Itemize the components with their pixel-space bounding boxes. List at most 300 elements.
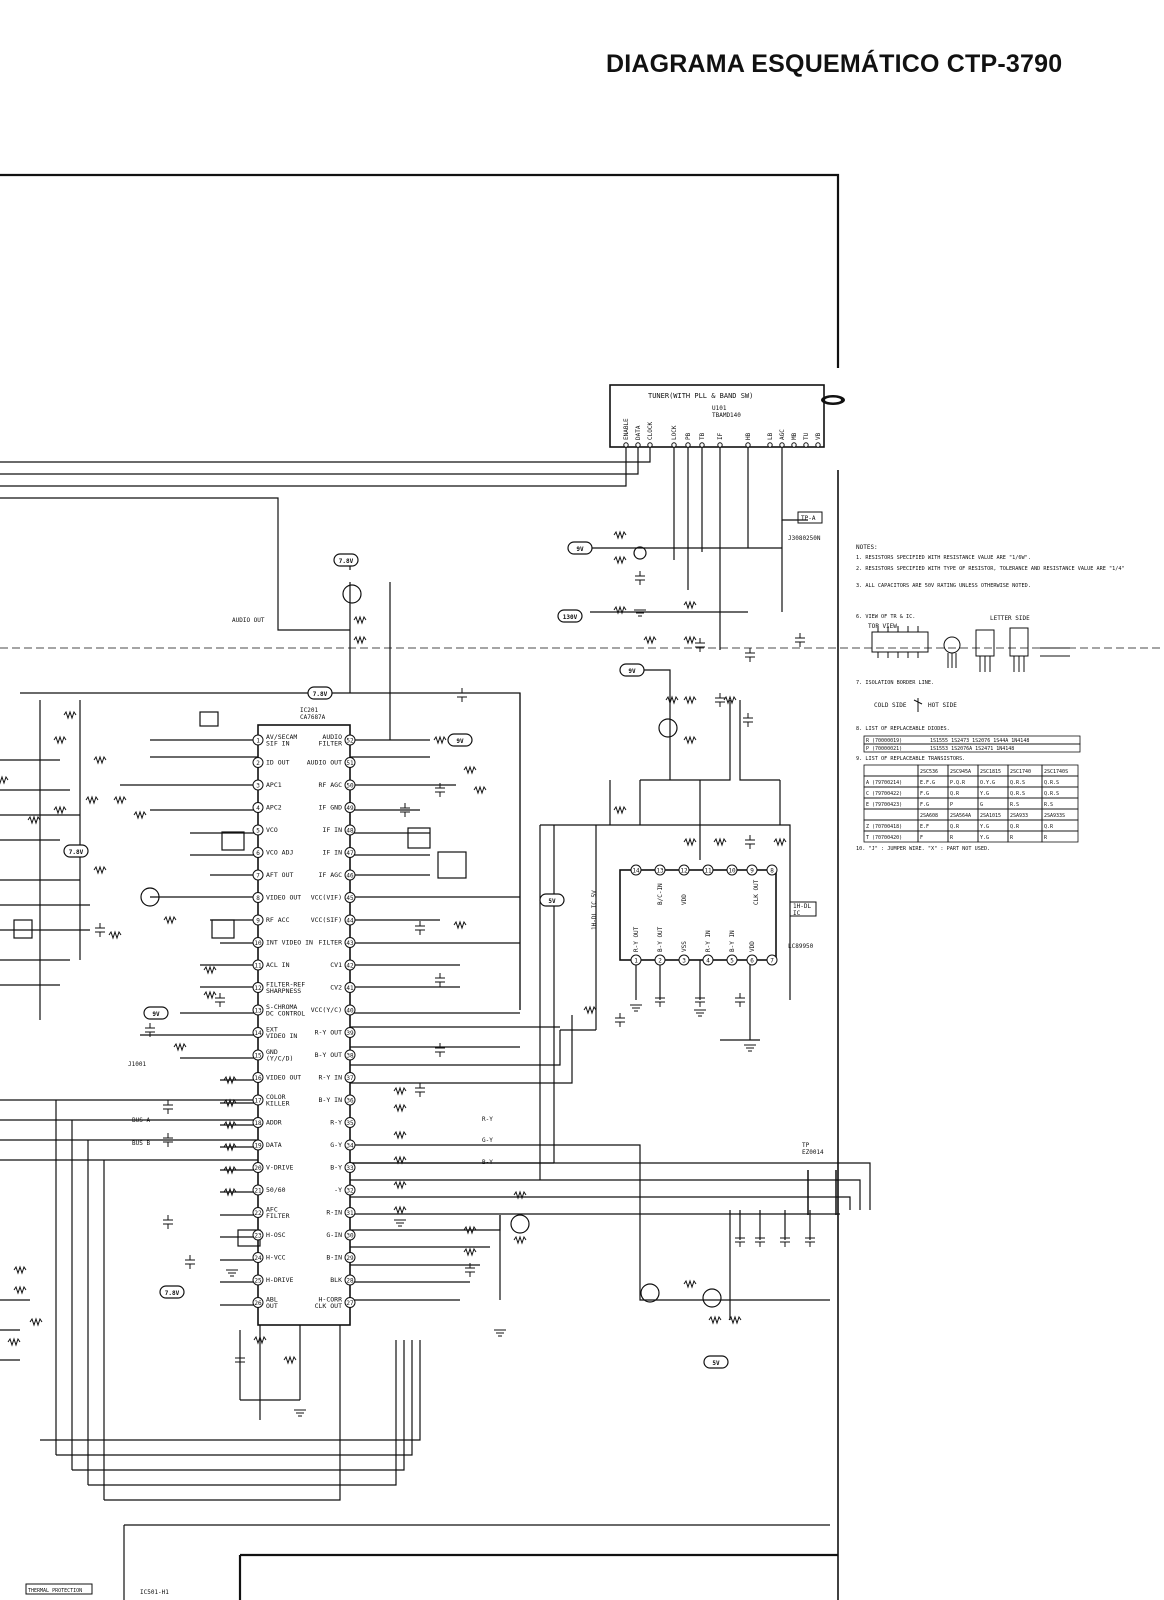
ic201-right-pin-label: FILTER [318, 739, 342, 748]
ic201-left-pin-label: AFC [266, 1205, 278, 1214]
ic201-right-pin-label: VCC(VIF) [310, 893, 342, 902]
transistor-table-cell: Q.R.S [1044, 780, 1060, 786]
notes-letter-side: LETTER SIDE [990, 615, 1030, 622]
ic201-left-pin-label: H-VCC [266, 1253, 286, 1262]
capacitor [745, 648, 755, 662]
label-ic501: IC501-H1 [140, 1589, 169, 1596]
ic201-pin-number: 36 [346, 1097, 354, 1105]
resistor [614, 532, 626, 538]
transistor-table-cell: C (79700422) [866, 791, 903, 797]
transistor-table-cell: R [950, 835, 954, 841]
ic201-pin-number: 16 [254, 1075, 262, 1082]
ic201-left-pin-label: KILLER [266, 1099, 290, 1108]
ic201-left-pin-label: VIDEO OUT [266, 1073, 302, 1082]
ic201-pin-number: 8 [256, 895, 260, 902]
notes-top-view: TOP VIEW [868, 623, 897, 630]
ic201-right-pin-label: -Y [334, 1186, 342, 1194]
ic201-left-pin-label: DC CONTROL [266, 1009, 306, 1018]
resistor [14, 1267, 26, 1273]
ic201-pin-number: 32 [346, 1187, 354, 1195]
transistor-table-cell: E (79700423) [866, 802, 903, 808]
ic201-right-pin-label: IF IN [322, 826, 342, 834]
ic201-right-pin-label: FILTER [318, 938, 342, 947]
ic201-right-pin-label: IF AGC [318, 871, 342, 879]
ic201-right-pin-label: B-Y [330, 1163, 342, 1172]
ic201-left-pin-label: AV/SECAM [266, 732, 298, 741]
transistor-table-cell: Z (70700418) [866, 824, 903, 830]
ic201-pin-number: 39 [346, 1030, 354, 1037]
resistor [204, 967, 216, 973]
ic201-pin-number: 47 [346, 850, 354, 857]
resistor [8, 1339, 20, 1345]
voltage-label: 5V [712, 1360, 720, 1367]
ic-dl-pin-number: 9 [750, 867, 754, 875]
ic201-pin-number: 27 [346, 1300, 354, 1307]
ic-dl-top-pin-label: B/C-IN [657, 883, 664, 905]
tuner-pin [624, 443, 628, 447]
tuner-pin-label: ENABLE [623, 418, 630, 440]
ic201-pin-number: 44 [346, 917, 354, 925]
ic-dl-pin-number: 12 [680, 867, 688, 875]
resistor [394, 1157, 406, 1163]
ic-dl-pin-number: 7 [770, 957, 774, 965]
ic201-right-pin-label: IF IN [322, 848, 342, 857]
resistor [394, 1182, 406, 1188]
ic-dl-top-pin-label: CLK OUT [753, 879, 760, 905]
resistor [684, 602, 696, 608]
ic-dl-pin-number: 6 [750, 957, 754, 965]
resistor [684, 839, 696, 845]
ic201-left-pin-label: ADDR [266, 1118, 282, 1127]
note-item: 3. ALL CAPACITORS ARE 50V RATING UNLESS OTHERWISE NOTED. [856, 583, 1031, 589]
ic201-pin-number: 9 [256, 917, 260, 925]
capacitor [415, 921, 425, 935]
ic201-pin-number: 21 [254, 1187, 262, 1195]
transistor-table-cell: F.G [920, 791, 930, 797]
transistor-q251 [641, 1284, 659, 1302]
ic-dl-top-pin-label: VDD [681, 894, 688, 905]
resistor [474, 787, 486, 793]
ic201-pin-number: 35 [346, 1120, 354, 1127]
resistor [666, 697, 678, 703]
transistor-table-cell: Q.R [950, 791, 960, 797]
label-bus-a: BUS A [132, 1117, 151, 1124]
resistor [464, 767, 476, 773]
resistor [729, 1317, 741, 1323]
transistor-table-cell: Q.R [1010, 824, 1020, 830]
ic201-left-pin-label: ACL IN [266, 961, 290, 969]
ic201-right-pin-label: IF GND [318, 803, 342, 812]
ic-dl-pin-number: 14 [632, 867, 640, 875]
tuner-pin-label: VB [815, 432, 822, 440]
transistor-table-cell: 2SC536 [920, 769, 939, 775]
transistor-table-cell: P [950, 802, 954, 808]
ic201-right-pin-label: VCC(SIF) [310, 916, 342, 924]
label-j1001: J1001 [128, 1061, 147, 1068]
ic201-right-pin-label: B-IN [326, 1253, 342, 1262]
voltage-label: 5V [548, 898, 556, 905]
ic201-left-pin-label: ABL [266, 1295, 278, 1304]
transistor-table-cell: Q.R.S [1010, 780, 1026, 786]
resistor [164, 917, 176, 923]
ic201-left-pin-label: EXT [266, 1025, 278, 1034]
ic201-pin-number: 22 [254, 1210, 262, 1217]
tuner-pin [792, 443, 796, 447]
tuner-pin-label: TB [699, 432, 706, 440]
label-j3080250n: J3080250N [788, 535, 821, 542]
ground-symbol [694, 1010, 706, 1016]
voltage-badge [144, 1007, 168, 1019]
ic-dl-pin-number: 10 [728, 867, 736, 875]
tuner-pin-label: AGC [779, 429, 786, 440]
transistor-table-cell: 2SA564A [950, 813, 972, 819]
transistor-q101 [634, 547, 646, 559]
capacitor [95, 923, 105, 937]
ic201-pin-number: 52 [346, 737, 354, 745]
ic201-right-pin-label: G-Y [330, 1141, 342, 1149]
voltage-badge [620, 664, 644, 676]
transistor-table-cell: E.F.G [920, 780, 936, 786]
resistor [134, 812, 146, 818]
ic201-right-pin-label: B-Y OUT [314, 1051, 342, 1059]
resistor [54, 807, 66, 813]
ic201-pin-number: 40 [346, 1007, 354, 1015]
label-bus-b: BUS B [132, 1140, 151, 1147]
ic201-right-pin-label: CV2 [330, 983, 342, 992]
voltage-label: 9V [152, 1011, 160, 1018]
resistor [394, 1088, 406, 1094]
ic-dl-bottom-pin-label: VSS [681, 941, 688, 952]
resistor [394, 1207, 406, 1213]
resistor [684, 697, 696, 703]
ic201-left-pin-label: FILTER-REF [266, 980, 306, 989]
resistor [514, 1237, 526, 1243]
transistor-table-cell: 2SA933S [1044, 813, 1066, 819]
ic201-pin-number: 20 [254, 1165, 262, 1172]
tuner-pin-label: LOCK [671, 425, 678, 440]
label-tpa: TP-A [801, 515, 816, 522]
ic201-left-pin-label: DATA [266, 1141, 282, 1149]
voltage-badge [568, 542, 592, 554]
ic201-left-pin-label: H-OSC [266, 1231, 286, 1239]
ic201-pin-number: 11 [254, 962, 262, 970]
voltage-label: 7.8V [338, 558, 354, 565]
ic-dl-pin-number: 2 [658, 957, 662, 965]
ic201-right-pin-label: R-Y [330, 1118, 342, 1127]
resistor [584, 1007, 596, 1013]
transistor-q131 [343, 585, 361, 603]
ic201-left-pin-label: GND [266, 1047, 278, 1056]
transistor-table-cell: O.Y.G [980, 780, 996, 786]
voltage-label: 9V [576, 546, 584, 553]
ic201-pin-number: 14 [254, 1030, 262, 1037]
transistor-table-cell: E.F [920, 824, 930, 830]
resistor [684, 737, 696, 743]
transistor-table-cell: Q.R [1044, 824, 1054, 830]
ic201-right-pin-label: RF AGC [318, 781, 342, 789]
capacitor [163, 1215, 173, 1229]
tuner-pin [686, 443, 690, 447]
ic201 [253, 707, 355, 1310]
transistor-table-cell: R.S [1044, 802, 1054, 808]
ic201-left-pin-label: V-DRIVE [266, 1163, 294, 1172]
voltage-badge [558, 610, 582, 622]
transistor-table-cell: 2SC1740S [1044, 769, 1069, 775]
tuner-pin [648, 443, 652, 447]
ic201-pin-number: 29 [346, 1255, 354, 1262]
note-item: 2. RESISTORS SPECIFIED WITH TYPE OF RESISTOR, TOLERANCE AND RESISTANCE VALUE ARE "1/4" [856, 566, 1125, 572]
ic201-pin-number: 25 [254, 1277, 262, 1285]
voltage-label: 9V [456, 738, 464, 745]
transistor-table-cell: R [1044, 835, 1048, 841]
voltage-badge [334, 554, 358, 566]
ic201-pin-number: 19 [254, 1142, 262, 1150]
ic201-pin-number: 50 [346, 782, 354, 790]
resistor [284, 1357, 296, 1363]
ic201-pin-number: 17 [254, 1097, 262, 1105]
tuner-pin-label: HB [745, 432, 752, 440]
ic201-pin-number: 10 [254, 940, 262, 947]
transistor-table-cell: 2SC945A [950, 769, 972, 775]
tuner-pin [700, 443, 704, 447]
label-b-y: B-Y [482, 1159, 493, 1166]
label-thermal: THERMAL PROTECTION [28, 1588, 83, 1594]
resistor [94, 757, 106, 763]
transistor-table-cell: A (79700214) [866, 780, 903, 786]
ic201-left-pin-label: ID OUT [266, 758, 290, 767]
ic201-left-pin-label: SHARPNESS [266, 986, 302, 995]
notes-heading: NOTES: [856, 544, 878, 551]
resistor [86, 797, 98, 803]
ic201-left-pin-label: S-CHROMA [266, 1002, 298, 1011]
ic201-left-pin-label: H-DRIVE [266, 1276, 294, 1284]
ic201-left-pin-label: APC1 [266, 781, 282, 789]
capacitor [185, 1255, 195, 1269]
resistor [614, 557, 626, 563]
capacitor [745, 835, 755, 849]
transistor-table-cell: T (70700420) [866, 835, 903, 841]
ground-symbol [634, 610, 646, 616]
tuner-pin [672, 443, 676, 447]
ic201-left-pin-label: APC2 [266, 803, 282, 812]
ic201-right-pin-label: H-CORR [318, 1295, 342, 1304]
transistor-table-cell: F.G [920, 802, 930, 808]
ic201-pin-number: 43 [346, 940, 354, 947]
resistor [30, 1319, 42, 1325]
transistor-table-cell: Y.G [980, 824, 990, 830]
ic201-pin-number: 4 [256, 805, 260, 812]
ic-dl-pin-number: 5 [730, 957, 734, 965]
diode-table-cell: P (70000021) [866, 746, 903, 752]
tuner-pin [636, 443, 640, 447]
ic201-pin-number: 7 [256, 872, 260, 880]
resistor [204, 992, 216, 998]
resistor [354, 617, 366, 623]
ic201-pin-number: 48 [346, 827, 354, 835]
label-g-y: G-Y [482, 1137, 493, 1144]
resistor [774, 839, 786, 845]
resistor [14, 1287, 26, 1293]
capacitor [163, 1100, 173, 1114]
resistor [114, 797, 126, 803]
transistor-q111 [659, 719, 677, 737]
resistor [614, 807, 626, 813]
ic201-pin-number: 31 [346, 1210, 354, 1217]
ic201-right-pin-label: AUDIO [322, 732, 342, 741]
note-item: 6. VIEW OF TR & IC. [856, 614, 916, 620]
voltage-label: 130V [562, 614, 578, 621]
ic201-pin-number: 46 [346, 872, 354, 880]
transistor-q252 [511, 1215, 529, 1233]
ic201-left-pin-label: VIDEO IN [266, 1031, 298, 1040]
transistor-table-cell: 2SA933 [1010, 813, 1029, 819]
ground-symbol [494, 1330, 506, 1336]
label-r-y: R-Y [482, 1116, 493, 1123]
ic201-left-pin-label: INT VIDEO IN [266, 938, 313, 947]
ground-symbol [744, 1045, 756, 1051]
resistor [434, 737, 446, 743]
resistor [109, 932, 121, 938]
ic201-left-pin-label: SIF IN [266, 739, 290, 748]
ic201-ref: IC201 CA7687A [300, 707, 326, 721]
transistor-table-cell: R.S [1010, 802, 1020, 808]
ic201-pin-number: 49 [346, 805, 354, 812]
ic201-left-pin-label: COLOR [266, 1092, 286, 1101]
ground-symbol [394, 1220, 406, 1226]
tuner-pin [780, 443, 784, 447]
ic-dl-part: LC89950 [788, 943, 814, 950]
transistor-table-cell: Q.R.S [1010, 791, 1026, 797]
label-tp-ez: TP EZ0014 [802, 1142, 824, 1156]
note-item: 1. RESISTORS SPECIFIED WITH RESISTANCE VALUE ARE "1/6W". [856, 555, 1031, 561]
ic201-pin-number: 33 [346, 1165, 354, 1172]
transistor-table-cell: F [920, 835, 924, 841]
note-item: 10. "J" : JUMPER WIRE. "X" : PART NOT USED. [856, 846, 991, 852]
capacitor [743, 713, 753, 727]
ic201-pin-number: 37 [346, 1075, 354, 1082]
tuner-pin-label: CLOCK [647, 421, 654, 440]
ic201-pin-number: 30 [346, 1232, 354, 1240]
voltage-badge [540, 894, 564, 906]
ic-dl-bottom-pin-label: R-Y OUT [633, 926, 640, 952]
ic201-left-pin-label: OUT [266, 1301, 278, 1310]
notes-panel [856, 544, 1125, 852]
transistor-table-cell: 2SA608 [920, 813, 939, 819]
voltage-badge [448, 734, 472, 746]
ic-dl-ref: 1H-DL IC [793, 903, 812, 917]
tuner-pin [746, 443, 750, 447]
resistor [394, 1132, 406, 1138]
ic201-pin-number: 3 [256, 782, 260, 790]
ic201-pin-number: 51 [346, 760, 354, 767]
capacitor [215, 993, 225, 1007]
ic201-left-pin-label: 50/60 [266, 1186, 286, 1194]
ic201-left-pin-label: (Y/C/D) [266, 1054, 294, 1063]
tuner-pin-label: TU [803, 432, 810, 440]
ic201-pin-number: 13 [254, 1007, 262, 1015]
ic201-pin-number: 28 [346, 1277, 354, 1285]
ic-dl-bottom-pin-label: B-Y IN [729, 930, 736, 952]
ic201-left-pin-label: FILTER [266, 1211, 290, 1220]
notes-hot-side: HOT SIDE [928, 702, 957, 709]
transistor-table-cell: Y.G [980, 835, 990, 841]
tuner-label: TUNER(WITH PLL & BAND SW) [648, 392, 754, 400]
capacitor [695, 638, 705, 652]
ic201-left-pin-label: VIDEO OUT [266, 893, 302, 902]
ic-dl-pin-number: 13 [656, 867, 664, 875]
notes-cold-side: COLD SIDE [874, 702, 907, 709]
ic-1h-delay-line [591, 865, 816, 965]
voltage-label: 9V [628, 668, 636, 675]
transistor-q253 [703, 1289, 721, 1307]
ic-dl-pin-number: 11 [704, 867, 712, 875]
voltage-badge [64, 845, 88, 857]
ic201-pin-number: 2 [256, 760, 260, 767]
note-item: 7. ISOLATION BORDER LINE. [856, 680, 935, 686]
ic201-left-pin-label: VCO [266, 826, 278, 834]
capacitor [435, 1043, 445, 1057]
ic201-pin-number: 45 [346, 895, 354, 902]
ic201-right-pin-label: CV1 [330, 961, 342, 969]
misc-labels [26, 512, 824, 1596]
ic-dl-bottom-pin-label: B-Y OUT [657, 926, 664, 952]
ic201-right-pin-label: R-IN [326, 1208, 342, 1217]
ic201-pin-number: 42 [346, 962, 354, 970]
transistor-table-cell: P.Q.R [950, 780, 966, 786]
resistor [354, 637, 366, 643]
resistor [54, 737, 66, 743]
resistor [94, 867, 106, 873]
tuner-pin-label: LB [767, 432, 774, 440]
transistor-table-cell: G [980, 802, 984, 808]
tuner-module [610, 385, 845, 447]
capacitor [615, 1013, 625, 1027]
ic201-pin-number: 1 [256, 737, 260, 745]
ic-dl-bottom-pin-label: VDD [749, 941, 756, 952]
ic-dl-bottom-pin-label: R-Y IN [705, 930, 712, 952]
ic201-left-pin-label: RF ACC [266, 916, 290, 924]
ic201-pin-number: 15 [254, 1052, 262, 1060]
tuner-pin [804, 443, 808, 447]
note-item: 9. LIST OF REPLACEABLE TRANSISTORS. [856, 756, 966, 762]
transistor-table-cell: 2SA1015 [980, 813, 1002, 819]
voltage-badge [704, 1356, 728, 1368]
tuner-pin-label: DATA [635, 425, 642, 440]
capacitor [435, 973, 445, 987]
resistor [464, 1249, 476, 1255]
label-audio-out: AUDIO OUT [232, 617, 265, 624]
transistor-table-cell: Q.R [950, 824, 960, 830]
diode-table-cell: R (70000019) [866, 738, 903, 744]
tuner-pin [768, 443, 772, 447]
resistor [64, 712, 76, 718]
capacitor [415, 1083, 425, 1097]
resistor [644, 637, 656, 643]
ic201-pin-number: 18 [254, 1120, 262, 1127]
voltage-label: 7.8V [164, 1290, 180, 1297]
ic201-pin-number: 34 [346, 1142, 354, 1150]
tuner-pin-label: MB [791, 432, 798, 440]
ic201-right-pin-label: R-Y OUT [314, 1028, 342, 1037]
tuner-pin-label: PB [685, 432, 692, 440]
resistor [454, 922, 466, 928]
note-item: 8. LIST OF REPLACEABLE DIODES. [856, 726, 950, 732]
ic201-left-pin-label: AFT OUT [266, 871, 294, 879]
resistor [709, 1317, 721, 1323]
ic201-right-pin-label: VCC(Y/C) [310, 1006, 342, 1014]
resistor [28, 817, 40, 823]
resistor [0, 777, 8, 783]
